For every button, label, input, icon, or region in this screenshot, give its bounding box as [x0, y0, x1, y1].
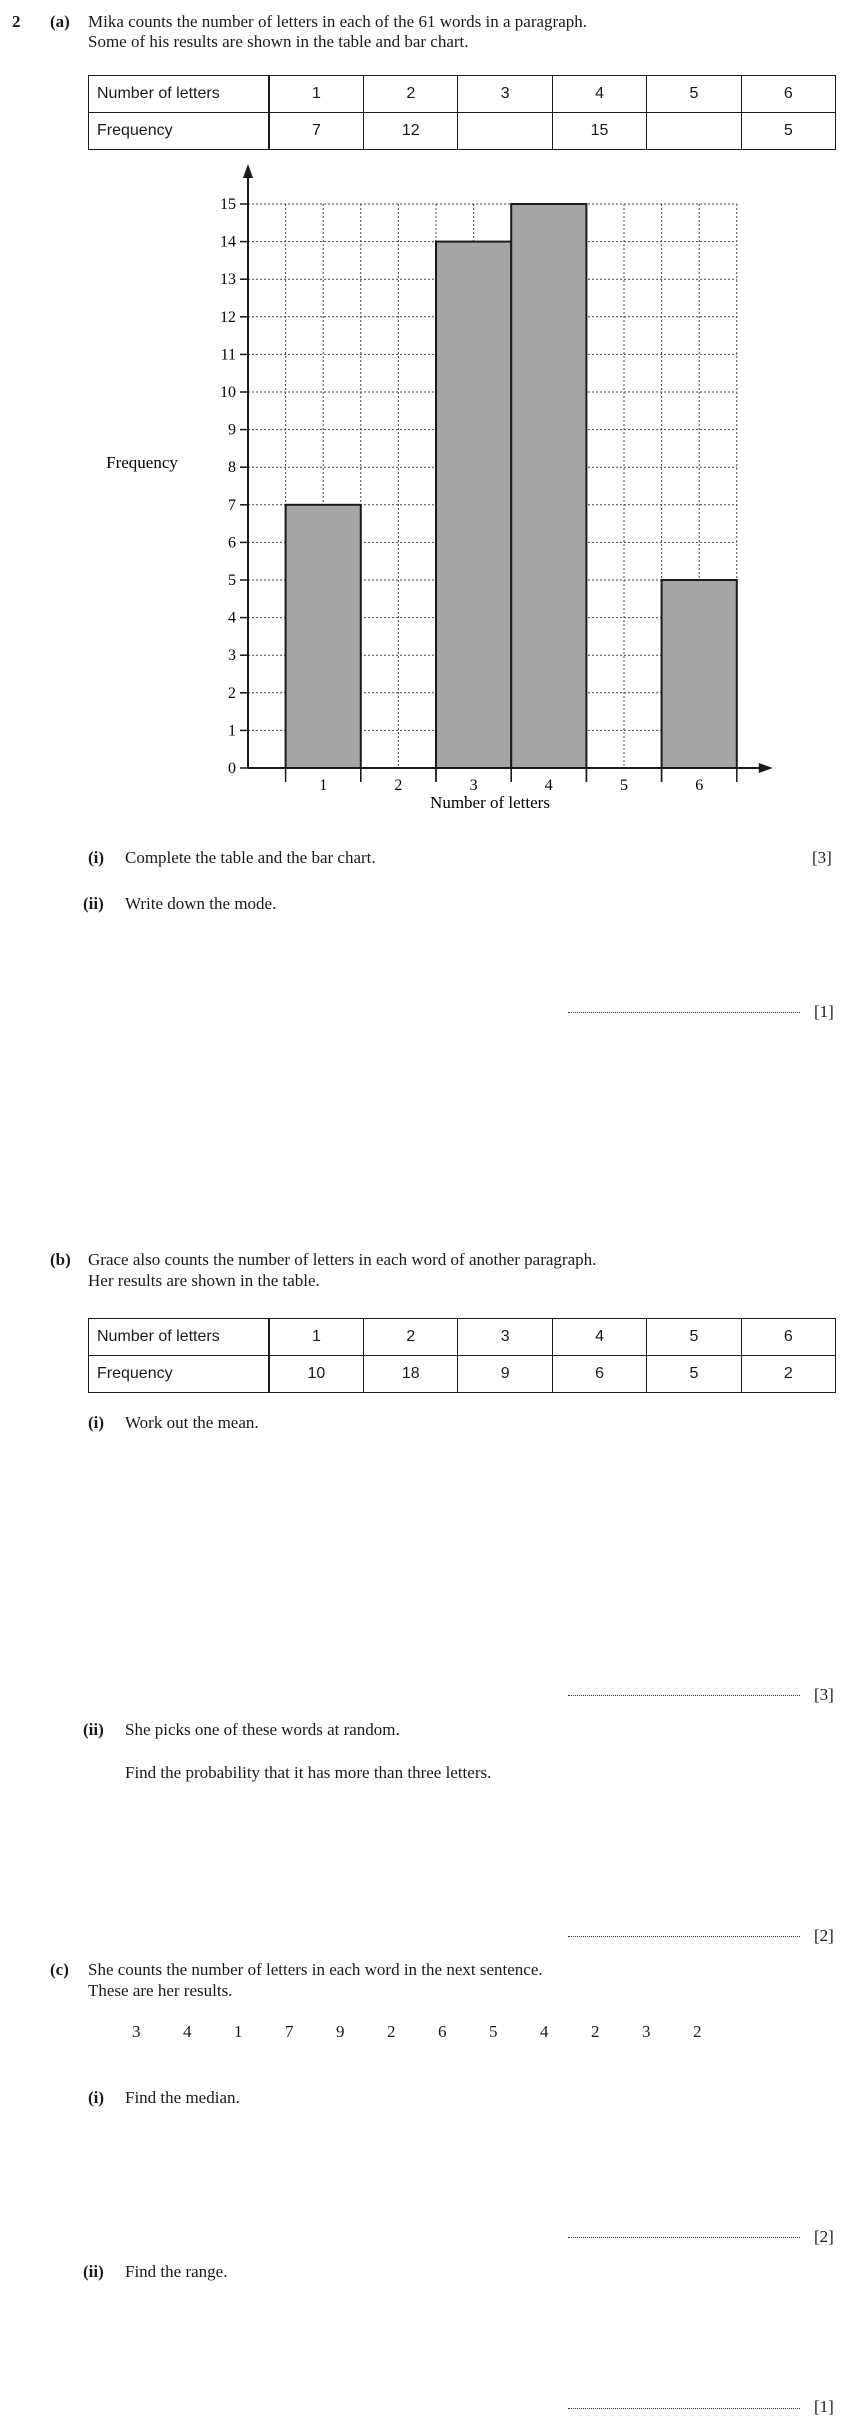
part-c-i-text: Find the median. [125, 2088, 240, 2107]
table-cell: 3 [458, 1319, 552, 1356]
y-tick-label: 4 [228, 609, 236, 627]
bar-1 [286, 505, 361, 768]
y-tick-label: 0 [228, 760, 236, 777]
y-axis-label: Frequency [106, 453, 178, 472]
table-cell: 9 [458, 1356, 552, 1393]
answer-cell-frequency-5[interactable] [647, 113, 741, 150]
part-b-i-marks: [3] [814, 1685, 834, 1704]
part-c-i-label: (i) [88, 2088, 105, 2107]
result-value: 1 [234, 2022, 243, 2041]
result-value: 2 [387, 2022, 396, 2041]
part-c-label: (c) [50, 1960, 69, 1979]
y-tick-label: 15 [220, 196, 236, 213]
table-row [89, 1319, 836, 1356]
median-answer-line[interactable] [568, 2237, 800, 2238]
y-tick-label: 11 [220, 346, 236, 364]
part-c-ii-label: (ii) [83, 2262, 104, 2281]
x-tick-label: 4 [544, 777, 553, 794]
table-cell: 5 [647, 76, 741, 113]
part-a-i-text: Complete the table and the bar chart. [125, 848, 376, 867]
table-cell: 12 [364, 113, 458, 150]
table-row [89, 76, 836, 113]
table-cell: 7 [269, 113, 364, 150]
y-tick-label: 5 [228, 572, 236, 589]
table-row-header: Number of letters [89, 76, 269, 113]
table-cell: 2 [741, 1356, 835, 1393]
table-row [89, 1356, 836, 1393]
part-b-ii-text1: She picks one of these words at random. [125, 1720, 400, 1739]
chart-bars [286, 204, 737, 768]
grace-frequency-table [88, 1318, 836, 1393]
bar-3 [436, 242, 511, 768]
part-c-line1: She counts the number of letters in each word in the next sentence. [88, 1960, 543, 1979]
table-row [89, 113, 836, 150]
table-cell: 5 [741, 113, 835, 150]
part-b-i-text: Work out the mean. [125, 1413, 259, 1432]
result-value: 6 [438, 2022, 447, 2041]
result-value: 3 [132, 2022, 141, 2041]
bar-4 [511, 204, 586, 768]
result-value: 2 [591, 2022, 600, 2041]
part-b-label: (b) [50, 1250, 71, 1269]
part-a-ii-text: Write down the mode. [125, 894, 277, 913]
result-value: 4 [183, 2022, 192, 2041]
part-b-i-label: (i) [88, 1413, 105, 1432]
table-cell: 6 [552, 1356, 646, 1393]
y-tick-label: 1 [228, 722, 236, 740]
bar-6 [662, 580, 737, 768]
y-tick-label: 3 [228, 647, 236, 665]
part-a-line2: Some of his results are shown in the table and bar chart. [88, 32, 469, 51]
part-b-line2: Her results are shown in the table. [88, 1271, 320, 1290]
x-tick-label: 5 [620, 777, 628, 794]
result-value: 2 [693, 2022, 702, 2041]
x-axis-label: Number of letters [430, 793, 550, 812]
y-tick-label: 8 [228, 459, 236, 477]
table-cell: 6 [741, 76, 835, 113]
part-c-line2: These are her results. [88, 1981, 233, 2000]
x-tick-label: 1 [319, 777, 328, 794]
part-a-ii-label: (ii) [83, 894, 104, 913]
mean-answer-line[interactable] [568, 1695, 800, 1696]
table-row-header: Frequency [89, 1356, 269, 1393]
answer-cell-frequency-3[interactable] [458, 113, 552, 150]
part-c-ii-marks: [1] [814, 2397, 834, 2416]
part-b-ii-label: (ii) [83, 1720, 104, 1739]
part-c-i-marks: [2] [814, 2227, 834, 2246]
table-cell: 6 [741, 1319, 835, 1356]
result-value: 3 [642, 2022, 651, 2041]
question-number: 2 [12, 12, 21, 31]
x-tick-label: 3 [469, 777, 478, 794]
x-axis-arrow-icon [759, 763, 773, 773]
part-b-ii-text2: Find the probability that it has more than three letters. [125, 1763, 492, 1782]
table-cell: 4 [552, 1319, 646, 1356]
table-cell: 1 [269, 1319, 364, 1356]
part-a-ii-marks: [1] [814, 1002, 834, 1021]
mika-frequency-table [88, 75, 836, 150]
x-tick-label: 6 [695, 777, 704, 794]
part-b-ii-marks: [2] [814, 1926, 834, 1945]
table-cell: 5 [647, 1319, 741, 1356]
result-value: 5 [489, 2022, 498, 2041]
mode-answer-line[interactable] [568, 1012, 800, 1013]
y-tick-label: 12 [220, 308, 236, 326]
y-tick-label: 13 [220, 271, 236, 289]
table-cell: 2 [364, 1319, 458, 1356]
bar-chart[interactable] [0, 160, 853, 830]
part-b-line1: Grace also counts the number of letters in each word of another paragraph. [88, 1250, 597, 1269]
table-row-header: Number of letters [89, 1319, 269, 1356]
table-row-header: Frequency [89, 113, 269, 150]
range-answer-line[interactable] [568, 2408, 800, 2409]
y-tick-label: 2 [228, 684, 236, 702]
part-a-i-label: (i) [88, 848, 105, 867]
table-cell: 4 [552, 76, 646, 113]
y-tick-label: 6 [228, 534, 236, 552]
part-a-label: (a) [50, 12, 70, 31]
y-axis-arrow-icon [243, 164, 253, 178]
y-tick-label: 14 [220, 233, 236, 251]
y-tick-label: 10 [220, 384, 236, 401]
part-a-line1: Mika counts the number of letters in each of the 61 words in a paragraph. [88, 12, 587, 31]
table-cell: 10 [269, 1356, 364, 1393]
table-cell: 1 [269, 76, 364, 113]
table-cell: 2 [364, 76, 458, 113]
y-tick-label: 9 [228, 421, 236, 439]
table-cell: 15 [552, 113, 646, 150]
result-value: 9 [336, 2022, 345, 2041]
x-tick-label: 2 [394, 777, 403, 794]
table-cell: 5 [647, 1356, 741, 1393]
result-value: 7 [285, 2022, 294, 2041]
table-cell: 18 [364, 1356, 458, 1393]
result-value: 4 [540, 2022, 549, 2041]
probability-answer-line[interactable] [568, 1936, 800, 1937]
part-c-ii-text: Find the range. [125, 2262, 228, 2281]
part-a-i-marks: [3] [812, 848, 832, 867]
table-cell: 3 [458, 76, 552, 113]
y-tick-label: 7 [228, 496, 236, 514]
